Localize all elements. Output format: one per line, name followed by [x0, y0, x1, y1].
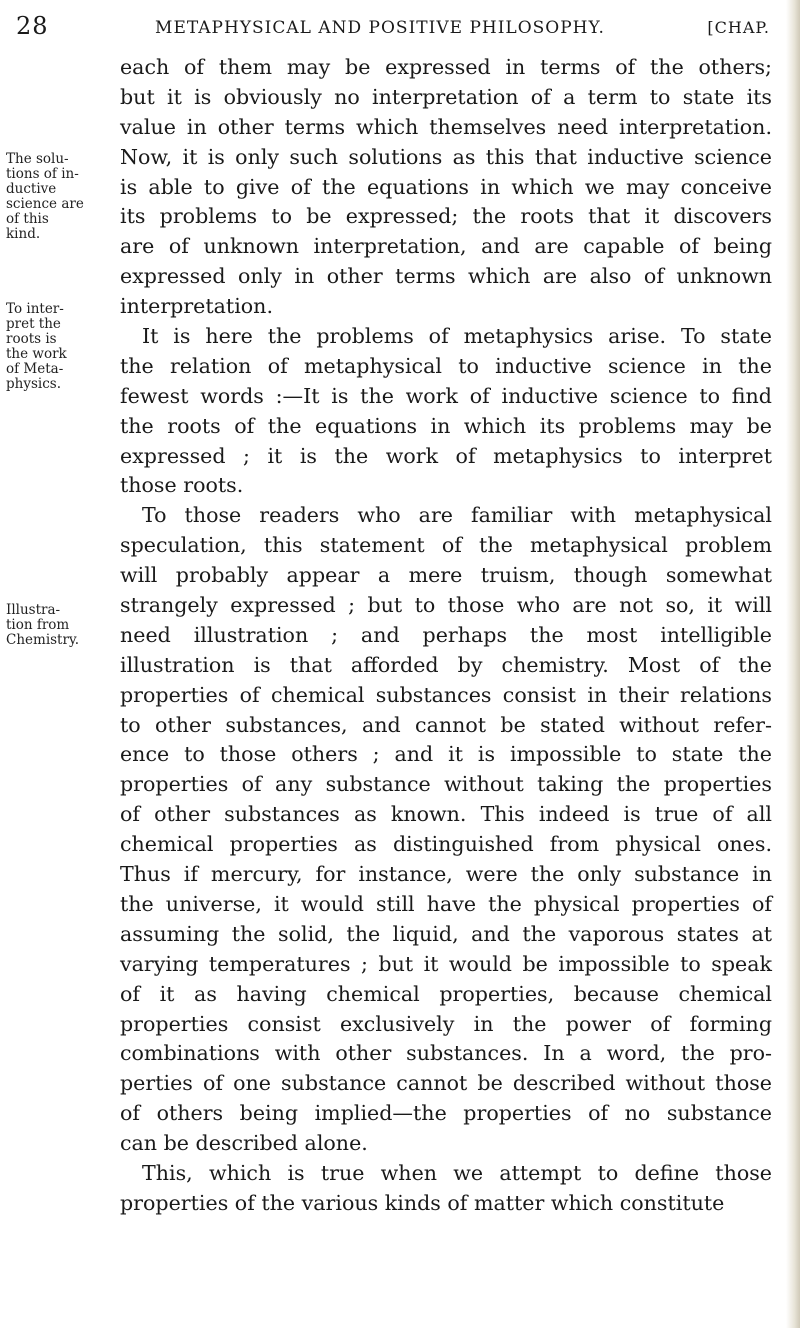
paragraph [120, 501, 772, 1159]
text-line: expressed ; it is the work of metaphysics to interpret [120, 443, 772, 468]
chapter-mark: [CHAP. [707, 18, 770, 37]
text-line: can be described alone. [120, 1131, 368, 1156]
text-line: properties of the various kinds of matter which constitute [120, 1190, 725, 1215]
running-title: METAPHYSICAL AND POSITIVE PHILOSOPHY. [155, 18, 605, 38]
text-line: assuming the solid, the liquid, and the vaporous states at [120, 921, 772, 946]
text-line: of other substances as known. This indeed is true of all [120, 802, 772, 827]
text-line: need illustration ; and perhaps the most intelligible [120, 622, 772, 647]
margin-note-line: The solu- [6, 151, 69, 167]
margin-note-line: roots is [6, 331, 57, 347]
text-line: properties of chemical substances consist in their relations [120, 682, 772, 707]
text-line: of others being implied—the properties of no substance [120, 1101, 772, 1126]
margin-note-line: kind. [6, 226, 41, 242]
text-line: but it is obviously no interpretation of a term to state its [120, 84, 772, 109]
text-line: each of them may be expressed in terms of the others; [120, 55, 772, 79]
text-line: the universe, it would still have the physical properties of [120, 891, 772, 916]
text-line: speculation, this statement of the metaphysical problem [120, 533, 772, 558]
margin-note-chemistry [6, 603, 118, 648]
text-line: ence to those others ; and it is impossible to state the [120, 742, 772, 767]
text-line: to other substances, and cannot be stated without refer- [120, 712, 772, 737]
margin-note-metaphysics [6, 302, 118, 392]
text-line: It is here the problems of metaphysics arise. To state [142, 324, 772, 349]
text-line: illustration is that afforded by chemistry. Most of the [120, 652, 772, 677]
text-line: its problems to be expressed; the roots that it discovers [120, 204, 772, 229]
text-line: properties consist exclusively in the power of forming [120, 1011, 772, 1036]
margin-note-line: of Meta- [6, 361, 64, 377]
text-line: will probably appear a mere truism, though somewhat [120, 563, 772, 588]
page-number: 28 [16, 12, 49, 40]
text-line: the roots of the equations in which its problems may be [120, 413, 772, 438]
margin-note-line: of this [6, 211, 49, 227]
margin-note-line: tions of in- [6, 166, 79, 182]
page-edge-shadow [786, 0, 800, 1328]
margin-note-line: pret the [6, 316, 61, 332]
margin-note-line: To inter- [6, 301, 64, 317]
margin-note-line: the work [6, 346, 67, 362]
text-line: fewest words :—It is the work of inductive science to find [120, 383, 772, 408]
text-line: interpretation. [120, 294, 273, 319]
margin-note-line: Illustra- [6, 602, 61, 618]
margin-note-line: physics. [6, 376, 61, 392]
text-line: those roots. [120, 473, 244, 498]
text-line: is able to give of the equations in which we may conceive [120, 174, 772, 199]
margin-note-solutions [6, 152, 118, 242]
page-header [10, 8, 770, 48]
text-line: are of unknown interpretation, and are capable of being [120, 234, 772, 259]
text-line: of it as having chemical properties, because chemical [120, 981, 772, 1006]
text-line: To those readers who are familiar with metaphysical [142, 503, 772, 528]
text-line: combinations with other substances. In a word, the pro- [120, 1041, 772, 1066]
text-line: the relation of metaphysical to inductive science in the [120, 353, 772, 378]
paragraph [120, 1159, 772, 1219]
paragraph [120, 53, 772, 322]
margin-note-line: Chemistry. [6, 632, 80, 648]
paragraph [120, 322, 772, 501]
margin-note-line: ductive [6, 181, 57, 197]
text-line: properties of any substance without taking the properties [120, 772, 772, 797]
text-line: varying temperatures ; but it would be impossible to speak [120, 951, 772, 976]
text-line: This, which is true when we attempt to define those [142, 1160, 772, 1185]
text-line: Thus if mercury, for instance, were the only substance in [120, 862, 772, 887]
margin-note-line: science are [6, 196, 84, 212]
text-line: perties of one substance cannot be described without those [120, 1071, 772, 1096]
text-line: chemical properties as distinguished from physical ones. [120, 832, 772, 857]
body-text [120, 53, 772, 1219]
text-line: value in other terms which themselves need interpretation. [120, 114, 772, 139]
text-line: expressed only in other terms which are also of unknown [120, 264, 772, 289]
text-line: strangely expressed ; but to those who are not so, it will [120, 593, 772, 618]
text-line: Now, it is only such solutions as this that inductive science [120, 144, 772, 169]
margin-note-line: tion from [6, 617, 70, 633]
